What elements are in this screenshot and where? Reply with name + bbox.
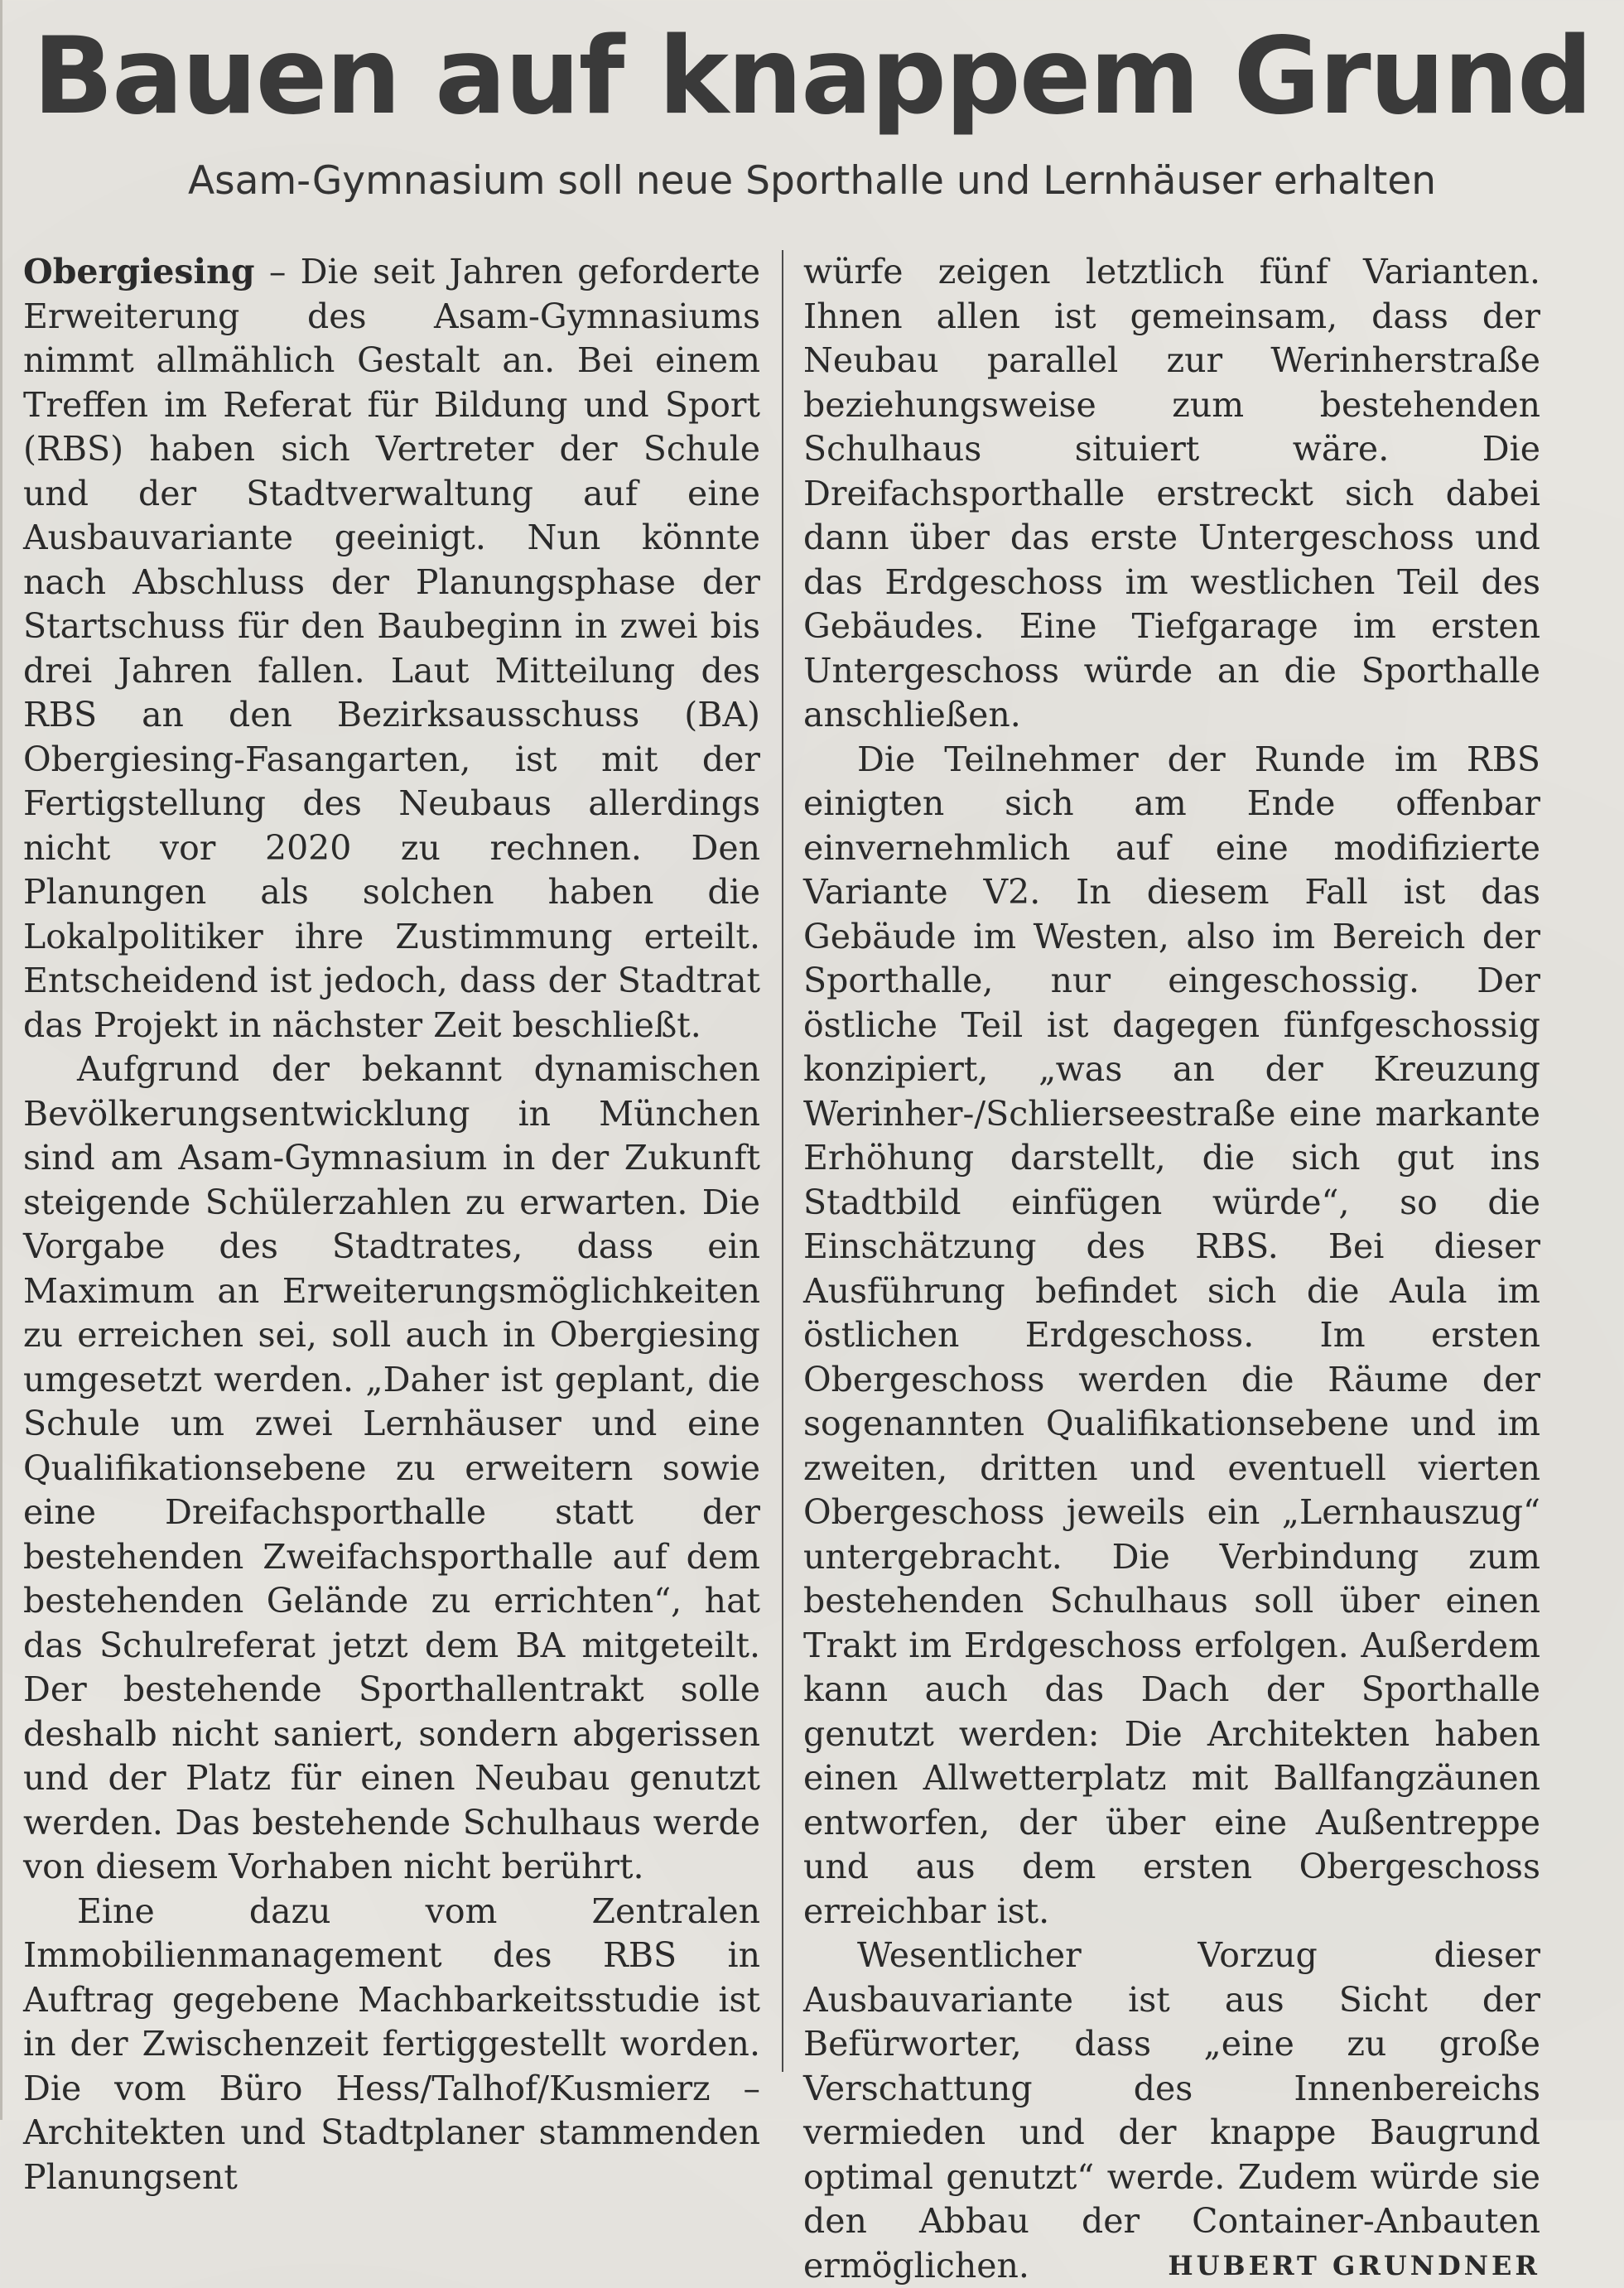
article-paragraph-5-text: Wesentlicher Vorzug dieser Ausbauvariante ist aus Sicht der Befürworter, dass „eine zu große Verschattung des Innenbereichs vermieden und der knappe Baugrund optimal genutzt“ werde. Zudem würde sie den Abbau der Container-Anbauten ermöglichen.	[803, 1935, 1540, 2286]
article-paragraph-1-text: – Die seit Jahren geforderte Erweiterung des Asam-Gymnasiums nimmt allmählich Gestalt an. Bei einem Treffen im Referat für Bildung und Sport (RBS) haben sich Vertreter der Schule und der Stadtverwaltung auf eine Ausbauvariante geeinigt. Nun könnte nach Abschluss der Planungsphase der Startschuss für den Baubeginn in zwei bis drei Jahren fallen. Laut Mitteilung des RBS an den Bezirksausschuss (BA) Obergiesing-Fasangarten, ist mit der Fertigstellung des Neubaus allerdings nicht vor 2020 zu rechnen. Den Planungen als solchen haben die Lokalpolitiker ihre Zustimmung erteilt. Entscheidend ist jedoch, dass der Stadtrat das Projekt in nächster Zeit beschließt.	[23, 252, 760, 1045]
article-column-right	[803, 250, 1540, 2055]
article-byline: HUBERT GRUNDNER	[1114, 2244, 1540, 2288]
article-column-left	[23, 250, 760, 2055]
article-paragraph-4: Die Teilnehmer der Runde im RBS einigten sich am Ende offenbar einvernehmlich auf eine modifizierte Variante V2. In diesem Fall ist das Gebäude im Westen, also im Bereich der Sporthalle, nur eingeschossig. Der östliche Teil ist dagegen fünfgeschossig konzipiert, „was an der Kreuzung Werinher-/Schlierseestraße eine markante Erhöhung darstellt, die sich gut ins Stadtbild einfügen würde“, so die Einschätzung des RBS. Bei dieser Ausführung befindet sich die Aula im östlichen Erdgeschoss. Im ersten Obergeschoss werden die Räume der sogenannten Qualifikationsebene und im zweiten, dritten und eventuell vierten Obergeschoss jeweils ein „Lernhauszug“ untergebracht. Die Verbindung zum bestehenden Schulhaus soll über einen Trakt im Erdgeschoss erfolgen. Außerdem kann auch das Dach der Sporthalle genutzt werden: Die Architekten haben einen Allwetterplatz mit Ballfangzäunen entworfen, der über eine Außentreppe und aus dem ersten Obergeschoss erreichbar ist.	[803, 738, 1540, 1934]
article-dateline: Obergiesing	[23, 252, 255, 291]
article-paragraph-1	[23, 250, 760, 1048]
article-paragraph-5	[803, 1934, 1540, 2288]
column-divider-rule	[782, 250, 783, 2072]
scan-edge-shadow	[0, 0, 2, 2120]
article-paragraph-3-continued: würfe zeigen letztlich fünf Varianten. Ihnen allen ist gemeinsam, dass der Neubau parallel zur Werinherstraße beziehungsweise zum bestehenden Schulhaus situiert wäre. Die Dreifachsporthalle erstreckt sich dabei dann über das erste Untergeschoss und das Erdgeschoss im westlichen Teil des Gebäudes. Eine Tiefgarage im ersten Untergeschoss würde an die Sporthalle anschließen.	[803, 250, 1540, 738]
article-subheadline: Asam-Gymnasium soll neue Sporthalle und Lernhäuser erhalten	[0, 152, 1624, 210]
article-paragraph-3-start: Eine dazu vom Zentralen Immobilienmanagement des RBS in Auftrag gegebene Machbarkeitsstudie ist in der Zwischenzeit fertiggestellt worden. Die vom Büro Hess/Talhof/Kusmierz – Architekten und Stadtplaner stammenden Planungsent	[23, 1890, 760, 2200]
article-headline: Bauen auf knappem Grund	[0, 15, 1624, 139]
article-paragraph-2: Aufgrund der bekannt dynamischen Bevölkerungsentwicklung in München sind am Asam-Gymnasium in der Zukunft steigende Schülerzahlen zu erwarten. Die Vorgabe des Stadtrates, dass ein Maximum an Erweiterungsmöglichkeiten zu erreichen sei, soll auch in Obergiesing umgesetzt werden. „Daher ist geplant, die Schule um zwei Lernhäuser und eine Qualifikationsebene zu erweitern sowie eine Dreifachsporthalle statt der bestehenden Zweifachsporthalle auf dem bestehenden Gelände zu errichten“, hat das Schulreferat jetzt dem BA mitgeteilt. Der bestehende Sporthallentrakt solle deshalb nicht saniert, sondern abgerissen und der Platz für einen Neubau genutzt werden. Das bestehende Schulhaus werde von diesem Vorhaben nicht berührt.	[23, 1048, 760, 1890]
